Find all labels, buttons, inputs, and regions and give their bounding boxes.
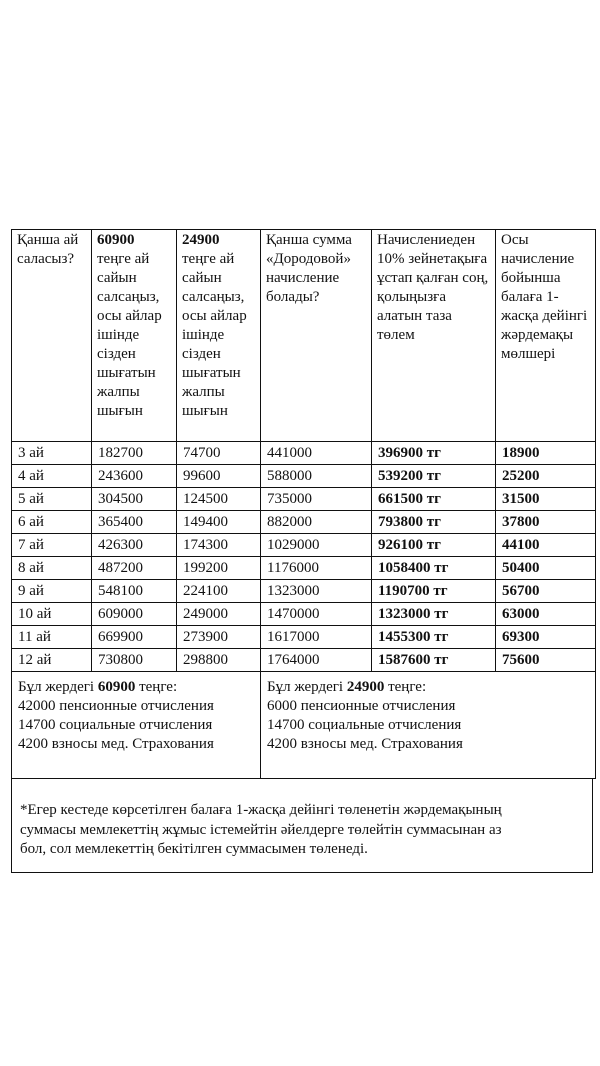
table-row bbox=[12, 511, 596, 534]
cell-allowance: 25200 bbox=[496, 465, 596, 488]
cell-gross: 1029000 bbox=[261, 534, 372, 557]
cell-cost-60900: 243600 bbox=[92, 465, 177, 488]
footnote-line: бол, сол мемлекеттің бекітілген суммасымен төленеді. bbox=[20, 841, 368, 857]
cell-net: 1058400 тг bbox=[372, 557, 496, 580]
cell-months: 3 ай bbox=[12, 442, 92, 465]
table-row bbox=[12, 557, 596, 580]
cell-months: 5 ай bbox=[12, 488, 92, 511]
cell-allowance: 31500 bbox=[496, 488, 596, 511]
table-row bbox=[12, 580, 596, 603]
cell-net: 1190700 тг bbox=[372, 580, 496, 603]
table-row bbox=[12, 649, 596, 672]
cell-gross: 1470000 bbox=[261, 603, 372, 626]
breakdown-60900: Бұл жердегі 60900 теңге: 42000 пенсионные отчисления 14700 социальные отчисления 4200 взносы мед. Страхования bbox=[12, 672, 261, 779]
cell-allowance: 75600 bbox=[496, 649, 596, 672]
cell-allowance: 63000 bbox=[496, 603, 596, 626]
cell-cost-24900: 224100 bbox=[177, 580, 261, 603]
cell-cost-60900: 609000 bbox=[92, 603, 177, 626]
cell-net: 793800 тг bbox=[372, 511, 496, 534]
cell-cost-24900: 99600 bbox=[177, 465, 261, 488]
header-months: Қанша ай саласыз? bbox=[12, 230, 92, 442]
cell-cost-60900: 669900 bbox=[92, 626, 177, 649]
document bbox=[11, 229, 595, 873]
cell-cost-24900: 199200 bbox=[177, 557, 261, 580]
cell-gross: 1176000 bbox=[261, 557, 372, 580]
cell-months: 8 ай bbox=[12, 557, 92, 580]
cell-cost-60900: 182700 bbox=[92, 442, 177, 465]
cell-gross: 1617000 bbox=[261, 626, 372, 649]
cell-cost-24900: 149400 bbox=[177, 511, 261, 534]
cell-allowance: 37800 bbox=[496, 511, 596, 534]
cell-gross: 882000 bbox=[261, 511, 372, 534]
footnote bbox=[11, 779, 593, 873]
cell-gross: 441000 bbox=[261, 442, 372, 465]
cell-gross: 735000 bbox=[261, 488, 372, 511]
breakdown-line: 4200 взносы мед. Страхования bbox=[267, 736, 463, 752]
cell-allowance: 56700 bbox=[496, 580, 596, 603]
header-row bbox=[12, 230, 596, 442]
cell-net: 1455300 тг bbox=[372, 626, 496, 649]
header-net-payment: Начислениеден 10% зейнетақыға ұстап қалған соң, қолыңызға алатын таза төлем bbox=[372, 230, 496, 442]
maternity-payment-table bbox=[11, 229, 596, 779]
table-row bbox=[12, 534, 596, 557]
cell-net: 926100 тг bbox=[372, 534, 496, 557]
cell-months: 7 ай bbox=[12, 534, 92, 557]
cell-cost-24900: 74700 bbox=[177, 442, 261, 465]
breakdown-row bbox=[12, 672, 596, 779]
breakdown-line: 14700 социальные отчисления bbox=[267, 717, 462, 733]
footnote-line: *Егер кестеде көрсетілген балаға 1-жасқа дейінгі төленетін жәрдемақының bbox=[20, 802, 502, 818]
cell-net: 1323000 тг bbox=[372, 603, 496, 626]
cell-months: 4 ай bbox=[12, 465, 92, 488]
header-cost-60900: 60900 теңге ай сайын салсаңыз, осы айлар ішінде сізден шығатын жалпы шығын bbox=[92, 230, 177, 442]
breakdown-line: 14700 социальные отчисления bbox=[18, 717, 213, 733]
breakdown-24900: Бұл жердегі 24900 теңге: 6000 пенсионные отчисления 14700 социальные отчисления 4200 взносы мед. Страхования bbox=[261, 672, 596, 779]
cell-net: 396900 тг bbox=[372, 442, 496, 465]
cell-cost-60900: 548100 bbox=[92, 580, 177, 603]
cell-gross: 1764000 bbox=[261, 649, 372, 672]
cell-cost-24900: 298800 bbox=[177, 649, 261, 672]
cell-cost-60900: 426300 bbox=[92, 534, 177, 557]
cell-cost-60900: 304500 bbox=[92, 488, 177, 511]
cell-allowance: 44100 bbox=[496, 534, 596, 557]
cell-cost-24900: 249000 bbox=[177, 603, 261, 626]
cell-cost-24900: 174300 bbox=[177, 534, 261, 557]
cell-cost-60900: 365400 bbox=[92, 511, 177, 534]
cell-net: 661500 тг bbox=[372, 488, 496, 511]
breakdown-line: 6000 пенсионные отчисления bbox=[267, 698, 456, 714]
cell-months: 10 ай bbox=[12, 603, 92, 626]
cell-net: 1587600 тг bbox=[372, 649, 496, 672]
cell-allowance: 69300 bbox=[496, 626, 596, 649]
cell-months: 12 ай bbox=[12, 649, 92, 672]
table-row bbox=[12, 603, 596, 626]
cell-months: 6 ай bbox=[12, 511, 92, 534]
breakdown-line: 42000 пенсионные отчисления bbox=[18, 698, 214, 714]
cell-gross: 1323000 bbox=[261, 580, 372, 603]
cell-cost-60900: 487200 bbox=[92, 557, 177, 580]
cell-net: 539200 тг bbox=[372, 465, 496, 488]
cell-cost-60900: 730800 bbox=[92, 649, 177, 672]
footnote-line: суммасы мемлекеттің жұмыс істемейтін әйелдерге төлейтін суммасынан аз bbox=[20, 821, 502, 838]
breakdown-line: 4200 взносы мед. Страхования bbox=[18, 736, 214, 752]
table-row bbox=[12, 626, 596, 649]
header-gross-amount: Қанша сумма «Дородовой» начисление болады? bbox=[261, 230, 372, 442]
table-row bbox=[12, 488, 596, 511]
table-row bbox=[12, 442, 596, 465]
cell-allowance: 50400 bbox=[496, 557, 596, 580]
cell-cost-24900: 273900 bbox=[177, 626, 261, 649]
cell-cost-24900: 124500 bbox=[177, 488, 261, 511]
cell-months: 9 ай bbox=[12, 580, 92, 603]
header-allowance: Осы начисление бойынша балаға 1-жасқа дейінгі жәрдемақы мөлшері bbox=[496, 230, 596, 442]
cell-gross: 588000 bbox=[261, 465, 372, 488]
cell-allowance: 18900 bbox=[496, 442, 596, 465]
header-cost-24900: 24900 теңге ай сайын салсаңыз, осы айлар ішінде сізден шығатын жалпы шығын bbox=[177, 230, 261, 442]
table-row bbox=[12, 465, 596, 488]
cell-months: 11 ай bbox=[12, 626, 92, 649]
